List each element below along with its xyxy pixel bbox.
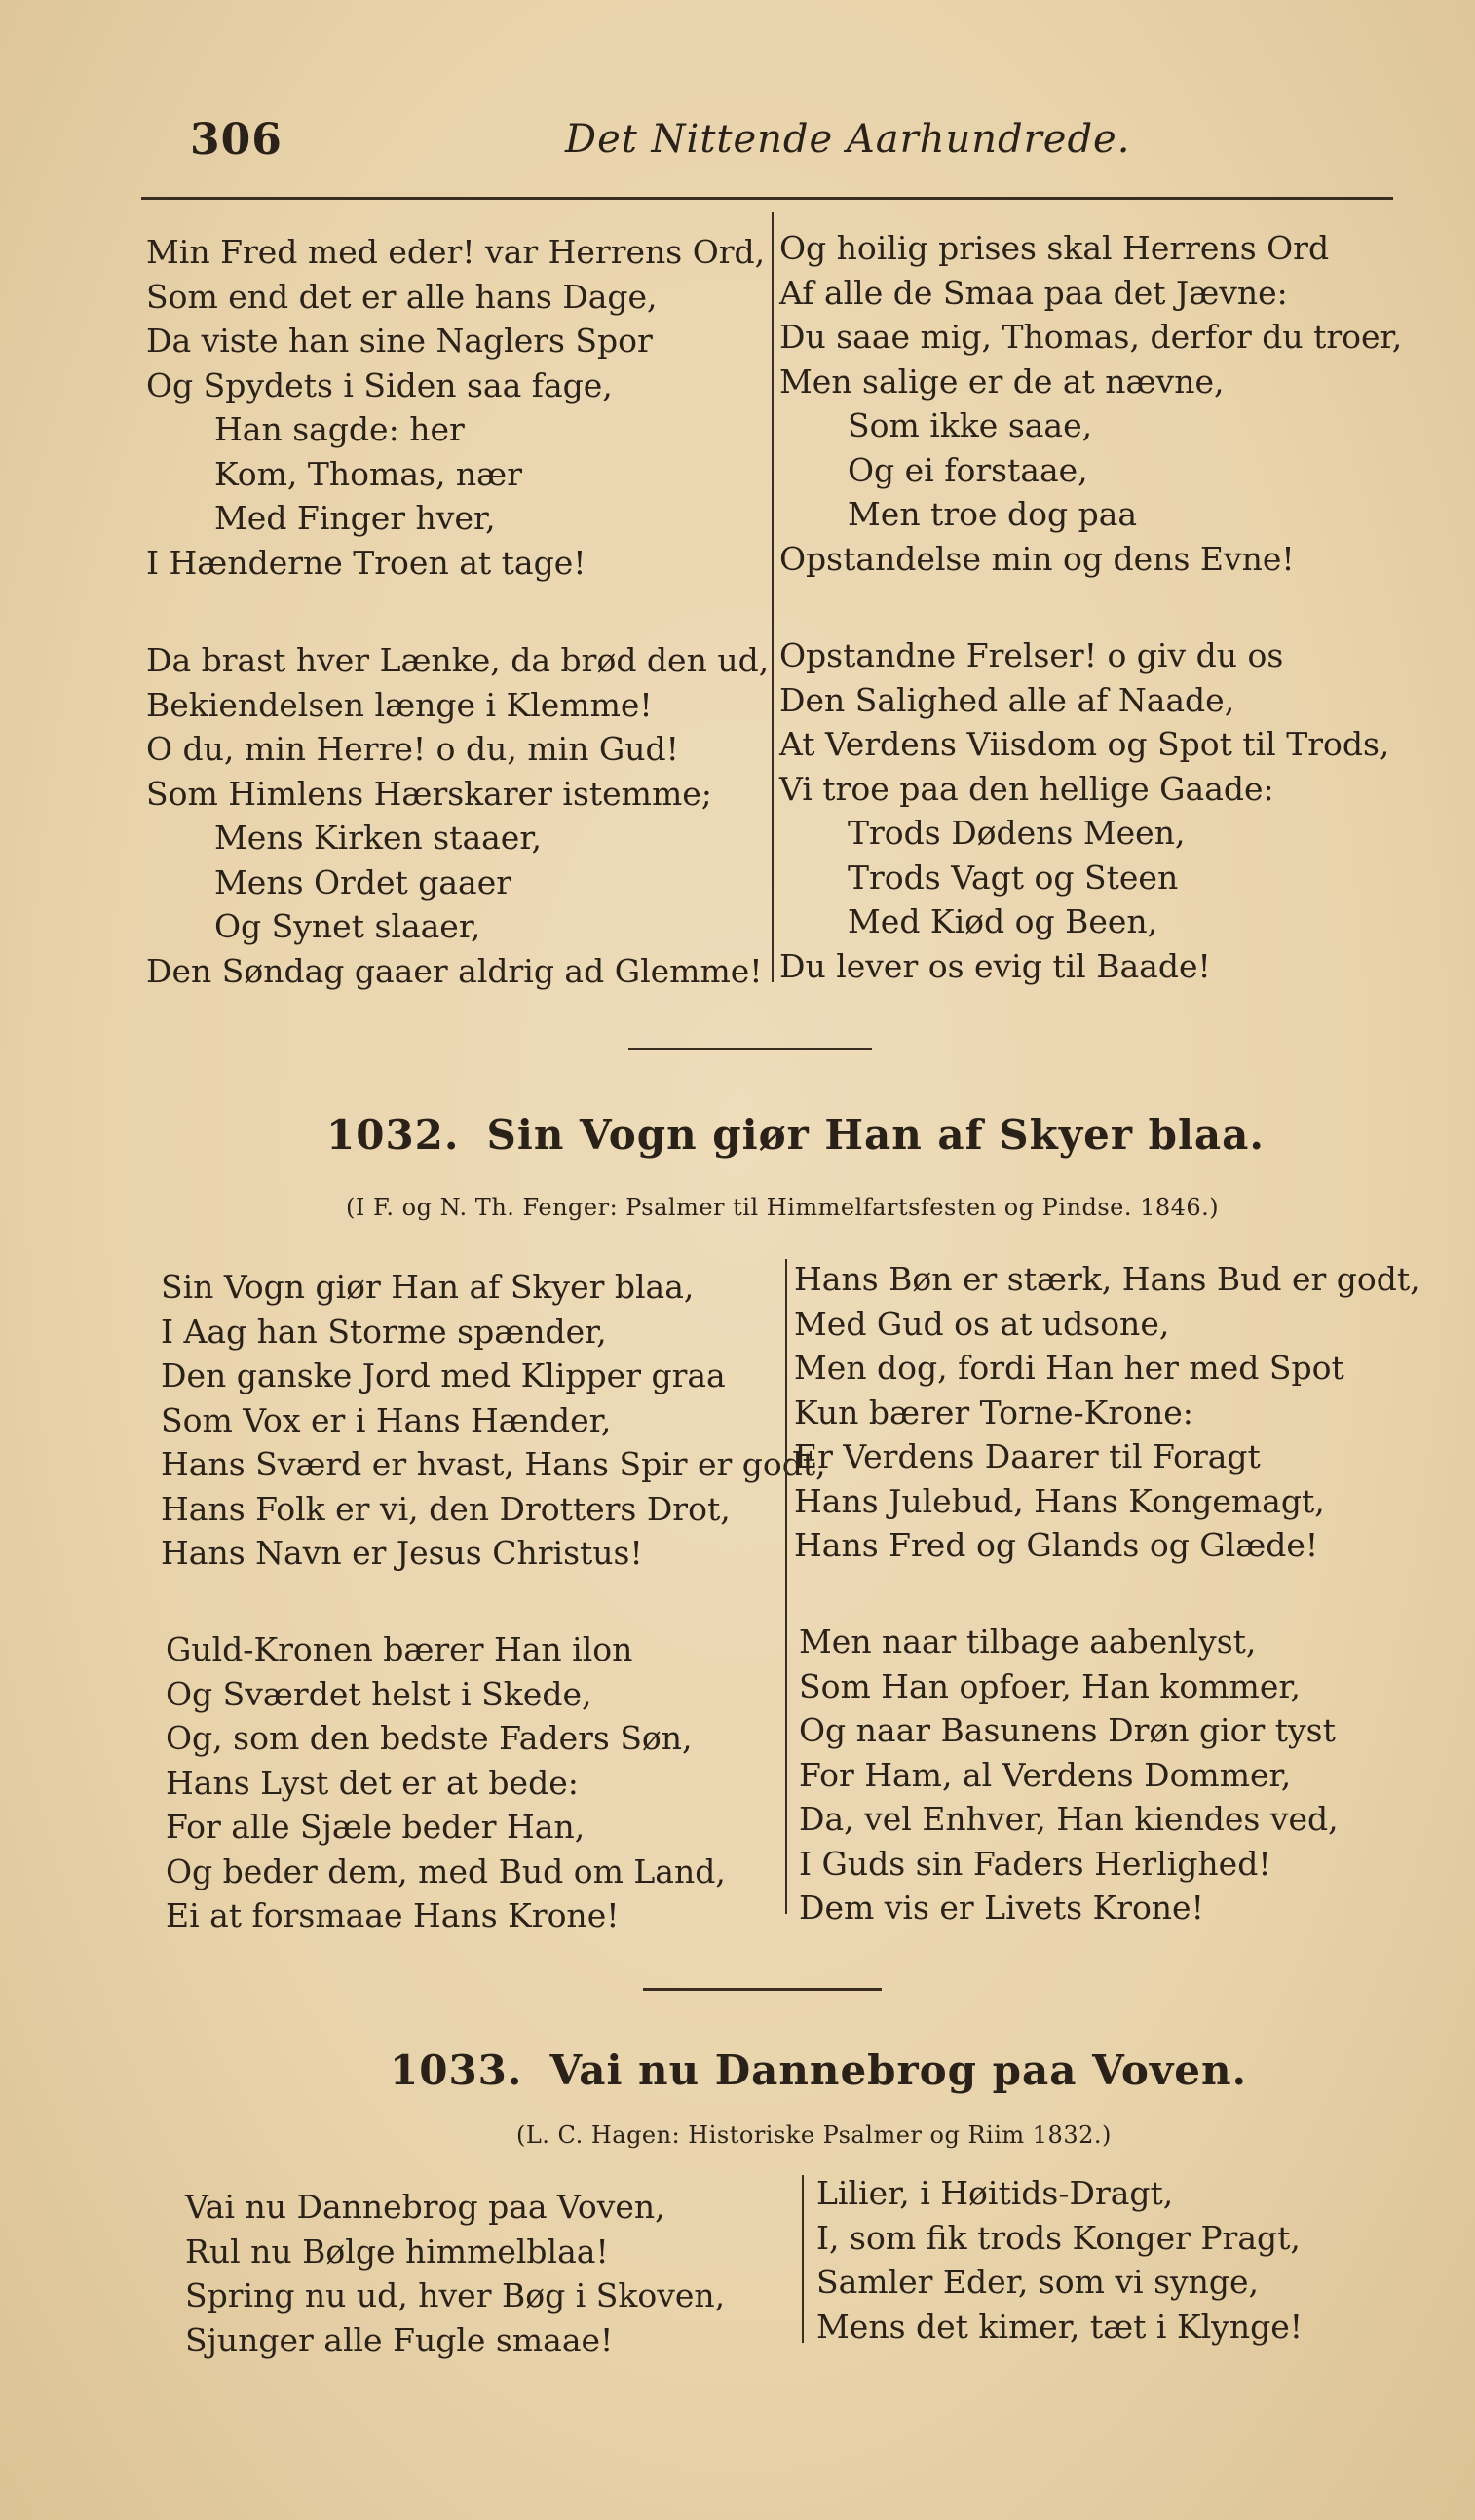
column-divider [785,1259,787,1914]
verse-line: Og hoilig prises skal Herrens Ord [779,229,1330,267]
verse-line: Rul nu Bølge himmelblaa! [185,2232,609,2271]
verse-line: Hans Folk er vi, den Drotters Drot, [161,1489,731,1528]
verse-line: Som Vox er i Hans Hænder, [161,1400,612,1439]
section-separator [643,1988,882,1991]
verse-line: Opstandne Frelser! o giv du os [779,636,1284,674]
verse-line: Lilier, i Høitids-Dragt, [816,2174,1174,2212]
verse-line: Min Fred med eder! var Herrens Ord, [146,233,766,271]
verse-line: Og ei forstaae, [848,450,1088,489]
verse-line: For Ham, al Verdens Dommer, [799,1755,1292,1794]
verse-line: Den ganske Jord med Klipper graa [161,1356,726,1394]
hymn-title-text: Sin Vogn giør Han af Skyer blaa. [486,1111,1265,1159]
verse-line: Trods Dødens Meen, [848,814,1186,852]
verse-line: Sin Vogn giør Han af Skyer blaa, [161,1268,695,1306]
verse-line: Som ikke saae, [848,406,1093,444]
verse-line: Vai nu Dannebrog paa Voven, [185,2188,665,2226]
stanza [146,230,765,585]
verse-line: Hans Sværd er hvast, Hans Spir er godt, [161,1445,826,1483]
verse-line: Som end det er alle hans Dage, [146,277,658,316]
section-separator [628,1048,872,1050]
verse-line: Spring nu ud, hver Bøg i Skoven, [185,2276,726,2314]
verse-line: I, som fik trods Konger Pragt, [816,2218,1301,2257]
verse-line: Han sagde: her [214,410,465,448]
verse-line: Opstandelse min og dens Evne! [779,539,1295,578]
verse-line: Og Sværdet helst i Skede, [166,1674,592,1713]
stanza [779,633,1389,988]
verse-line: Med Gud os at udsone, [794,1304,1170,1343]
verse-line: Ei at forsmaae Hans Krone! [166,1896,620,1934]
verse-line: I Aag han Storme spænder, [161,1312,607,1351]
stanza [816,2171,1303,2348]
hymn-number: 1033. [390,2046,523,2094]
hymn-title-text: Vai nu Dannebrog paa Voven. [549,2046,1248,2094]
verse-line: Men naar tilbage aabenlyst, [799,1623,1257,1661]
verse-line: Samler Eder, som vi synge, [816,2263,1260,2301]
verse-line: Mens det kimer, tæt i Klynge! [816,2307,1303,2346]
verse-line: Er Verdens Daarer til Foragt [794,1437,1261,1475]
verse-line: Dem vis er Livets Krone! [799,1889,1204,1927]
verse-line: Men troe dog paa [848,495,1138,533]
verse-line: O du, min Herre! o du, min Gud! [146,730,679,768]
verse-line: Men salige er de at nævne, [779,362,1225,401]
column-divider [802,2175,804,2343]
verse-line: Sjunger alle Fugle smaae! [185,2320,614,2359]
stanza [779,226,1402,581]
stanza [185,2185,725,2362]
verse-line: Trods Vagt og Steen [848,858,1179,897]
hymn-source: (L. C. Hagen: Historiske Psalmer og Riim 1832.) [516,2121,1112,2149]
verse-line: Hans Fred og Glands og Glæde! [794,1526,1319,1564]
verse-line: Som Himlens Hærskarer istemme; [146,774,712,813]
verse-line: Hans Bøn er stærk, Hans Bud er godt, [794,1260,1420,1298]
hymn-number: 1032. [326,1111,460,1159]
verse-line: Du lever os evig til Baade! [779,946,1211,985]
column-divider [772,212,774,982]
verse-line: Og naar Basunens Drøn gior tyst [799,1711,1336,1749]
verse-line: Hans Julebud, Hans Kongemagt, [794,1481,1325,1520]
verse-line: Hans Lyst det er at bede: [166,1763,579,1802]
verse-line: I Guds sin Faders Herlighed! [799,1844,1271,1883]
verse-line: Med Kiød og Been, [848,902,1158,940]
verse-line: Og, som den bedste Faders Søn, [166,1719,693,1757]
hymn-title [326,1111,1265,1159]
stanza [799,1620,1339,1930]
verse-line: Da, vel Enhver, Han kiendes ved, [799,1800,1339,1838]
verse-line: I Hænderne Troen at tage! [146,543,586,582]
verse-line: Og beder dem, med Bud om Land, [166,1852,726,1890]
verse-line: Og Synet slaaer, [214,907,481,945]
verse-line: For alle Sjæle beder Han, [166,1808,586,1846]
verse-line: Da viste han sine Naglers Spor [146,322,653,360]
verse-line: Bekiendelsen længe i Klemme! [146,685,653,724]
verse-line: Mens Ordet gaaer [214,862,512,901]
verse-line: Hans Navn er Jesus Christus! [161,1534,643,1572]
header-rule [141,197,1393,200]
page-header [146,107,1393,175]
verse-line: Den Salighed alle af Naade, [779,680,1235,719]
verse-line: Guld-Kronen bærer Han ilon [166,1630,633,1668]
verse-line: Og Spydets i Siden saa fage, [146,365,613,404]
verse-line: Vi troe paa den hellige Gaade: [779,769,1274,808]
hymn-title [390,2046,1247,2094]
stanza [146,638,769,993]
running-title: Det Nittende Aarhundrede. [565,117,1131,162]
verse-line: Af alle de Smaa paa det Jævne: [779,273,1288,312]
verse-line: Mens Kirken staaer, [214,819,542,857]
stanza [166,1627,726,1938]
verse-line: Du saae mig, Thomas, derfor du troer, [779,318,1403,356]
verse-line: Da brast hver Lænke, da brød den ud, [146,641,770,679]
page-number: 306 [190,115,283,165]
verse-line: Med Finger hver, [214,499,496,537]
verse-line: Den Søndag gaaer aldrig ad Glemme! [146,951,763,990]
verse-line: Men dog, fordi Han her med Spot [794,1349,1344,1387]
verse-line: Kun bærer Torne-Krone: [794,1393,1193,1432]
verse-line: Som Han opfoer, Han kommer, [799,1666,1301,1705]
stanza [161,1265,826,1576]
verse-line: Kom, Thomas, nær [214,454,522,493]
stanza [794,1257,1420,1568]
verse-line: At Verdens Viisdom og Spot til Trods, [779,725,1390,763]
hymn-source: (I F. og N. Th. Fenger: Psalmer til Himmelfartsfesten og Pindse. 1846.) [346,1194,1220,1221]
